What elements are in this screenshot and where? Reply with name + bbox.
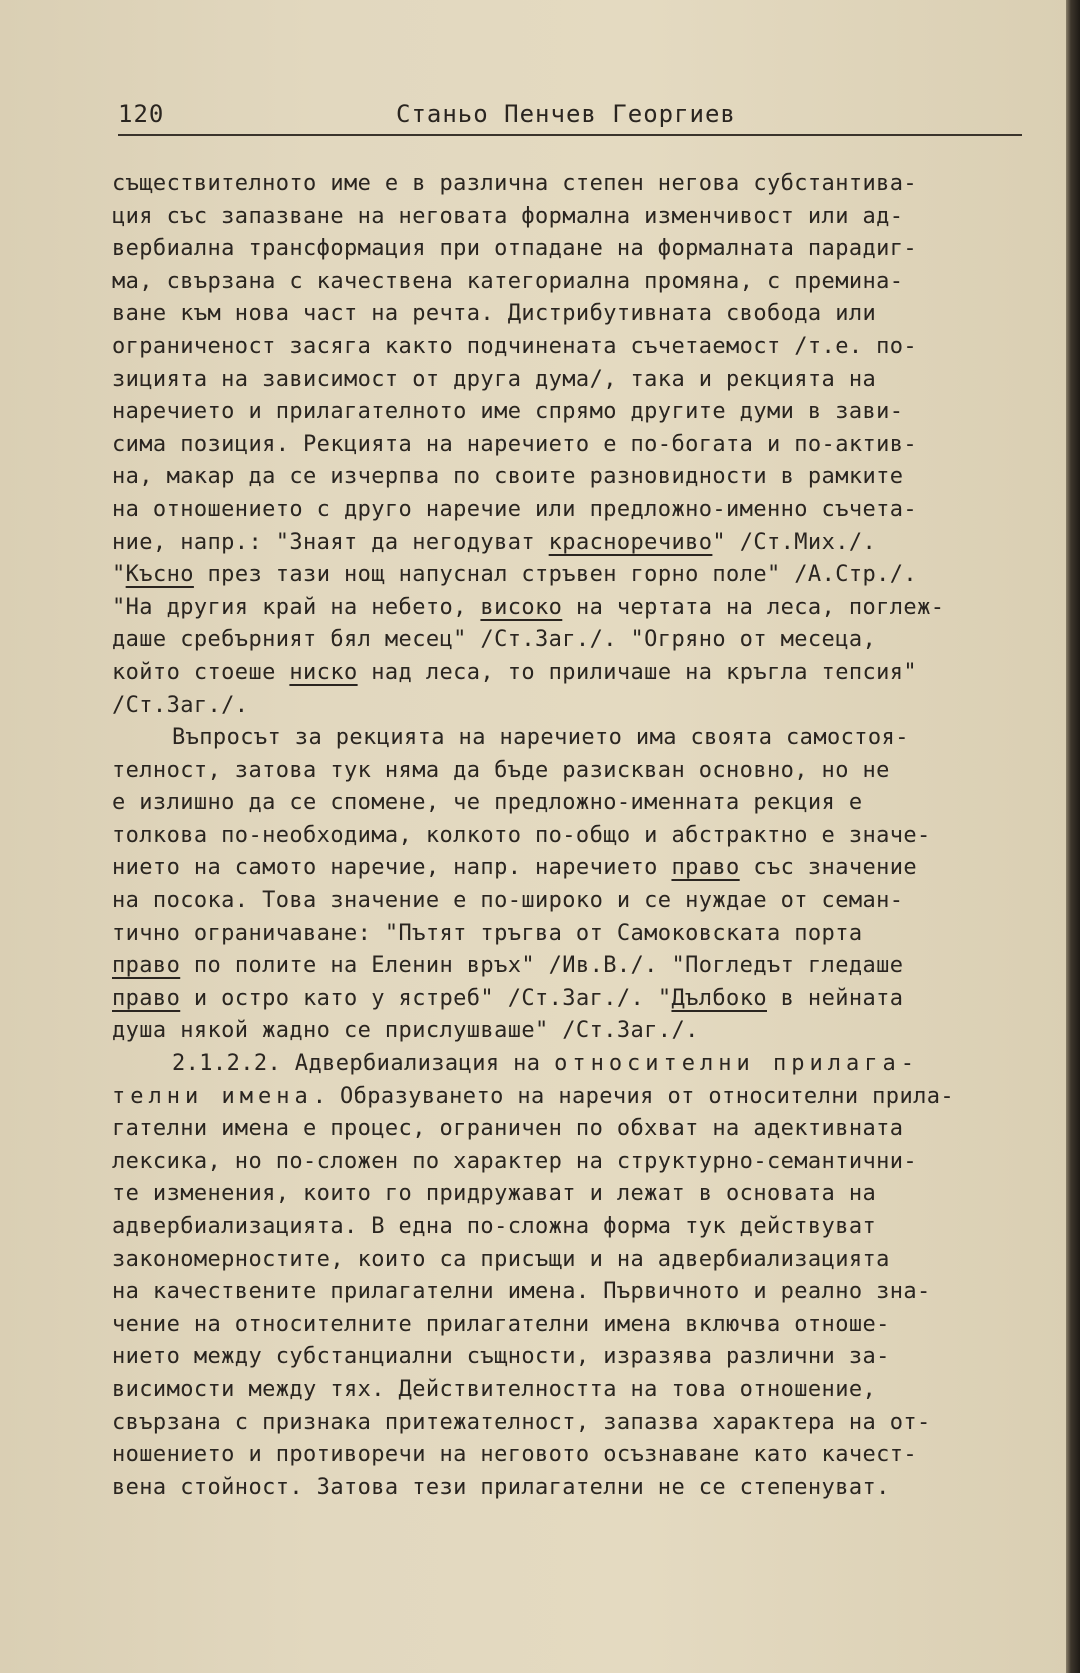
text-line: те изменения, които го придружават и лежат в основата на	[112, 1181, 877, 1207]
underlined-example-word: право	[112, 985, 181, 1011]
text-line: на, макар да се изчерпва по своите разновидности в рамките	[112, 464, 904, 490]
text-line: даше сребърният бял месец" /Ст.Заг./. "Огряно от месеца,	[112, 627, 877, 653]
text-line: толкова по-необходима, колкото по-общо и абстрактно е значе-	[112, 822, 931, 848]
text-segment: на чертата на леса, поглеж-	[562, 594, 945, 620]
text-line: телност, затова тук няма да бъде разискван основно, но не	[112, 757, 890, 783]
text-line	[112, 852, 1030, 885]
text-segment: в нейната	[767, 985, 904, 1011]
page-header	[118, 100, 1022, 136]
text-segment: "На другия край на небето,	[112, 594, 481, 620]
text-line: адвербиализацията. В една по-сложна форма тук действуват	[112, 1214, 877, 1239]
text-segment: . Образуването на наречия от относителни прила-	[312, 1083, 955, 1109]
underlined-example-word: високо	[480, 594, 563, 620]
underlined-example-word: ниско	[289, 659, 358, 685]
text-line: на качествените прилагателни имена. Първичното и реално зна-	[112, 1279, 931, 1305]
text-line: нието между субстанциални същности, изразява различни за-	[112, 1344, 890, 1370]
underlined-example-word: Късно	[125, 562, 194, 588]
text-segment: ние, напр.: "Знаят да негодуват	[112, 529, 549, 555]
text-segment: по полите на Еленин връх" /Ив.В./. "Погледът гледаше	[180, 953, 904, 979]
text-line: висимости между тях. Действителността на това отношение,	[112, 1376, 877, 1402]
text-line: чение на относителните прилагателни имена включва отноше-	[112, 1311, 890, 1337]
text-line: ограниченост засяга както подчинената съчетаемост /т.е. по-	[112, 333, 918, 359]
text-segment: със значение	[739, 855, 918, 881]
text-line	[112, 559, 1030, 592]
text-line: /Ст.Заг./.	[112, 692, 249, 718]
underlined-example-word: Дълбоко	[671, 985, 767, 1011]
text-line: ма, свързана с качествена категориална промяна, с премина-	[112, 268, 904, 294]
text-segment: който стоеше	[112, 659, 290, 685]
text-line: е излишно да се спомене, че предложно-именната рекция е	[112, 790, 863, 816]
text-line: вена стойност. Затова тези прилагателни не се степенуват.	[112, 1474, 890, 1500]
text-segment: "	[112, 562, 126, 588]
text-line: свързана с признака притежателност, запазва характера на от-	[112, 1409, 931, 1435]
text-segment: през тази нощ напуснал стръвен горно поле" /А.Стр./.	[193, 562, 918, 588]
text-segment: над леса, то приличаше на кръгла тепсия"	[357, 659, 918, 685]
book-binding-edge	[1066, 0, 1080, 1673]
section-number: 2.1.2.2. Адвербиализация на	[172, 1051, 555, 1077]
text-line: ване към нова част на речта. Дистрибутивната свобода или	[112, 301, 877, 327]
text-line	[112, 592, 1030, 625]
text-line	[112, 983, 1030, 1016]
text-line: ция със запазване на неговата формална изменчивост или ад-	[112, 203, 904, 229]
body-text	[112, 168, 1030, 1504]
text-line	[112, 950, 1030, 983]
text-segment: и остро като у ястреб" /Ст.Заг./. "	[180, 985, 672, 1011]
text-line: гателни имена е процес, ограничен по обхват на адективната	[112, 1116, 904, 1142]
section-heading-line	[112, 1048, 1030, 1081]
text-line: на посока. Това значение е по-широко и се нуждае от семан-	[112, 888, 904, 914]
spaced-term: относителни прилага-	[554, 1051, 919, 1077]
text-line	[112, 1081, 1030, 1114]
page-number: 120	[118, 100, 165, 128]
text-line: лексика, но по-сложен по характер на структурно-семантични-	[112, 1148, 918, 1174]
text-line: вербиална трансформация при отпадане на формалната парадиг-	[112, 236, 918, 262]
text-line: съществителното име е в различна степен негова субстантива-	[112, 171, 918, 196]
underlined-example-word: право	[671, 855, 740, 881]
text-line	[112, 527, 1030, 560]
text-line	[112, 657, 1030, 690]
text-line: ношението и противоречи на неговото осъзнаване като качест-	[112, 1442, 918, 1468]
paragraph-start-line: Въпросът за рекцията на наречието има своята самостоя-	[172, 725, 909, 751]
spaced-term: телни имена	[112, 1083, 313, 1109]
text-segment: " /Ст.Мих./.	[712, 529, 877, 555]
text-segment: нието на самото наречие, напр. наречието	[112, 855, 672, 881]
text-line: зицията на зависимост от друга дума/, така и рекцията на	[112, 366, 877, 392]
underlined-example-word: красноречиво	[548, 529, 713, 555]
text-line: на отношението с друго наречие или предложно-именно съчета-	[112, 496, 918, 522]
text-line: закономерностите, които са присъщи и на адвербиализацията	[112, 1246, 890, 1272]
underlined-example-word: право	[112, 953, 181, 979]
text-line: тично ограничаване: "Пътят тръгва от Самоковската порта	[112, 920, 863, 946]
running-title: Станьо Пенчев Георгиев	[396, 100, 736, 128]
text-line: сима позиция. Рекцията на наречието е по-богата и по-актив-	[112, 431, 918, 457]
text-line: наречието и прилагателното име спрямо другите думи в зави-	[112, 399, 904, 425]
text-line: душа някой жадно се прислушваше" /Ст.Заг./.	[112, 1018, 699, 1044]
